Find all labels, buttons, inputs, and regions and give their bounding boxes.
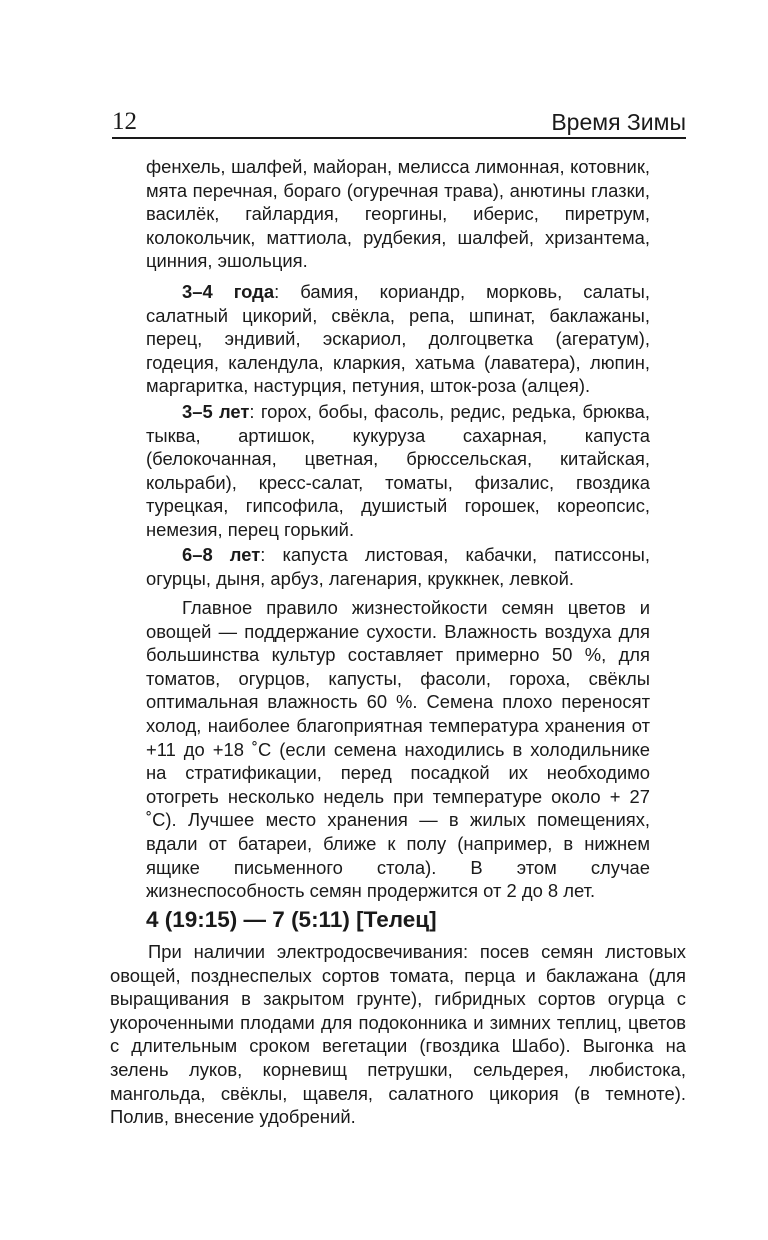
paragraph-3-4-years [146,280,650,398]
paragraph-3-5-years [146,400,650,542]
paragraph-flowers-list: фенхель, шалфей, майоран, мелисса лимонная, котовник, мята перечная, бораго (огуречная трава), анютины глазки, василёк, гайлардия, георгины, иберис, пиретрум, колокольчик, маттиола, рудбекия, шалфей, хризантема, цинния, эшольция. [146,156,650,272]
term-6-8-years: 6–8 лет [182,544,261,565]
term-3-5-years: 3–5 лет [182,401,250,422]
running-title: Время Зимы [551,109,686,135]
section-heading: 4 (19:15) — 7 (5:11) [Телец] [146,907,437,932]
paragraph-seed-storage: Главное правило жизнестойкости семян цветов и овощей — поддержание сухости. Влажность воздуха для большинства культур составляет примерно 50 %, для томатов, огурцов, капусты, фасоли, гороха, свёклы оптимальная влажность 60 %. Семена плохо переносят холод, наиболее благоприятная температура хранения от +11 до +18 ˚С (если семена находились в холодильнике на стратификации, перед посадкой их необходимо отогреть несколько недель при температуре около + 27 ˚С). Лучшее место хранения — в жилых помещениях, вдали от батареи, ближе к полу (например, в нижнем ящике письменного стола). В этом случае жизнеспособность семян продержится от 2 до 8 лет. [146,597,650,902]
paragraph-6-8-years [146,543,650,590]
header-rule [112,137,686,139]
page-number: 12 [112,108,137,135]
text-6-8-years: : капуста листовая, кабачки, патиссоны, огурцы, дыня, арбуз, лагенария, круккнек, левкой. [146,544,650,589]
text-3-5-years: : горох, бобы, фасоль, редис, редька, брюква, тыква, артишок, кукуруза сахарная, капуста (белокочанная, цветная, брюссельская, китайская, кольраби), кресс-салат, томаты, физалис, гвоздика турецкая, гипсофила, душистый горошек, кореопсис, немезия, перец горький. [146,401,651,540]
paragraph-section-body: При наличии электродосвечивания: посев семян листовых овощей, позднеспелых сортов томата, перца и баклажана (для выращивания в закрытом грунте), гибридных сортов огурца с укороченными плодами для подоконника и зимних теплиц, цветов с длительным сроком вегетации (гвоздика Шабо). Выгонка на зелень луков, корневищ петрушки, сельдерея, любистока, мангольда, свёклы, щавеля, салатного цикория (в темноте). Полив, внесение удобрений. [110,941,686,1128]
running-head [112,108,686,138]
text-3-4-years: : бамия, кориандр, морковь, салаты, салатный цикорий, свёкла, репа, шпинат, баклажаны, перец, эндивий, эскариол, долгоцветка (агератум), годеция, календула, кларкия, хатьма (лаватера), люпин, маргаритка, настурция, петуния, шток-роза (алцея). [146,281,651,397]
term-3-4-years: 3–4 года [182,281,275,302]
